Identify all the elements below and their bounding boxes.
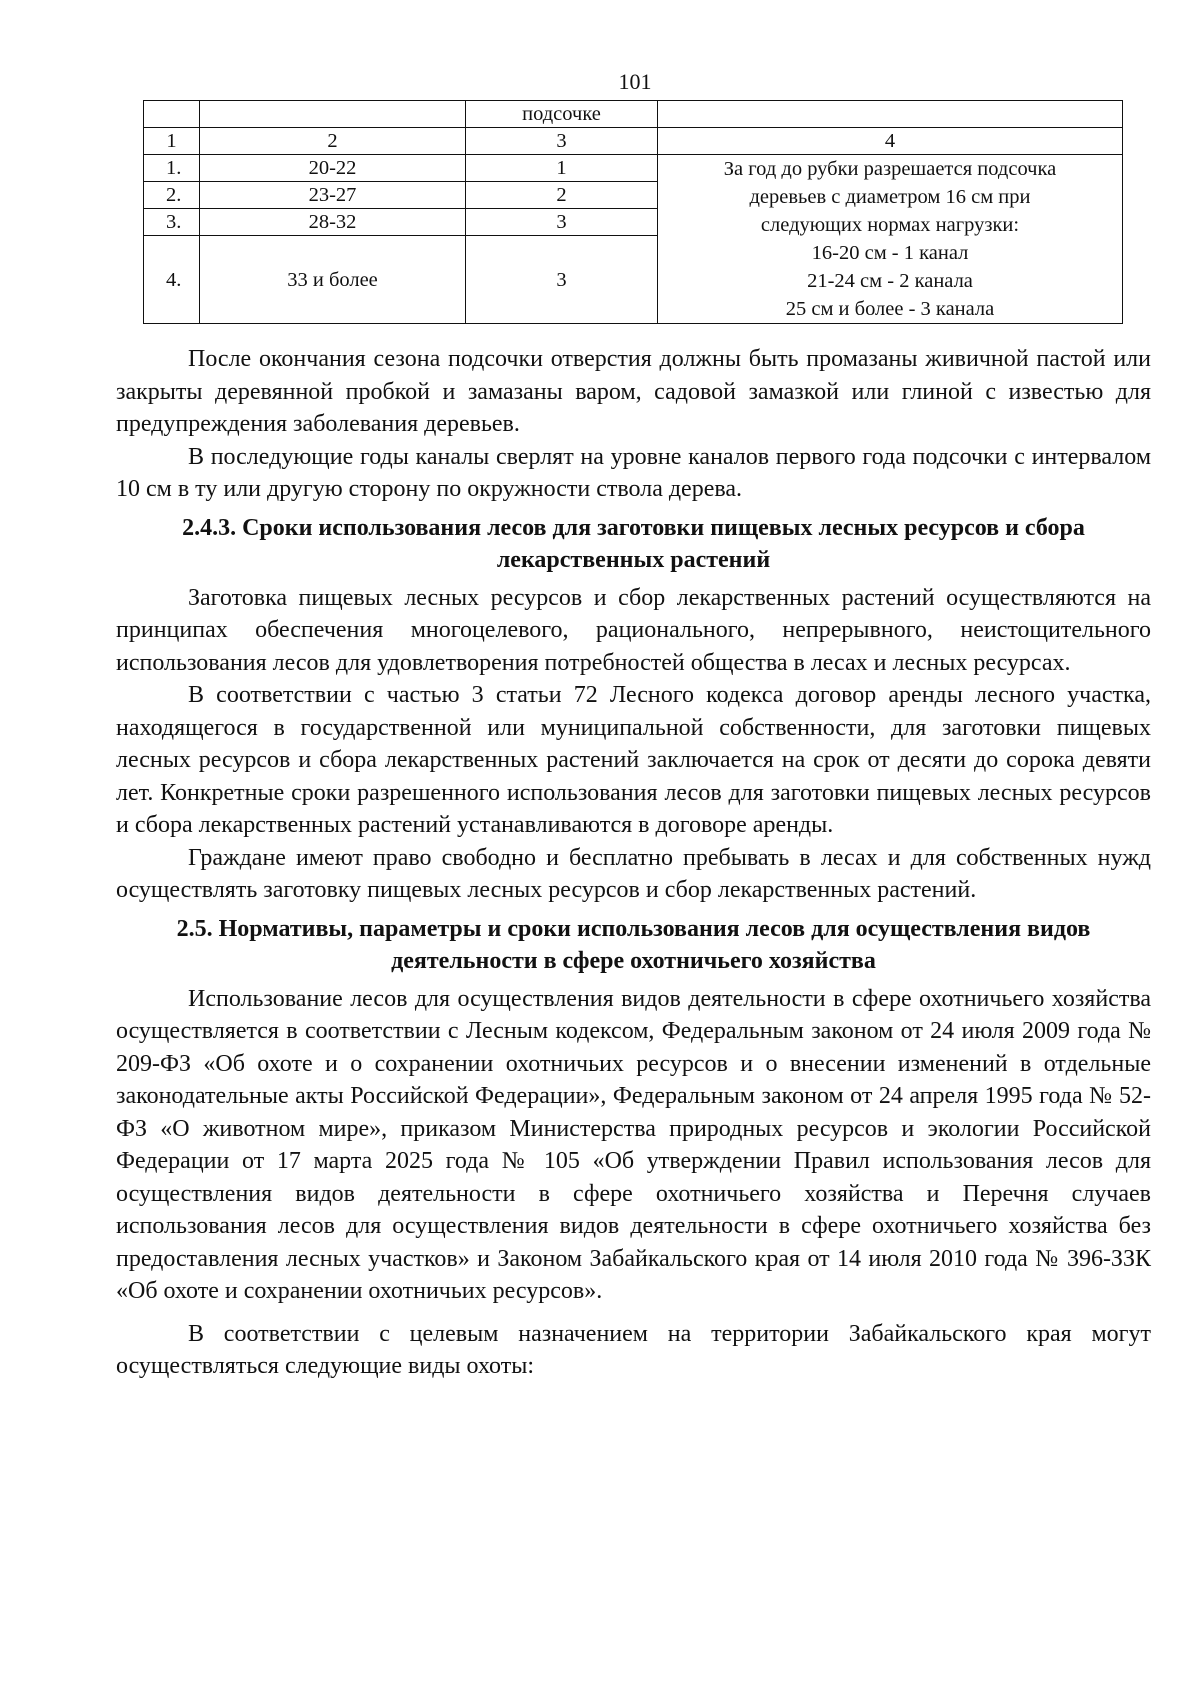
row-diameter: 23-27 xyxy=(200,182,466,209)
table-header-cell xyxy=(658,101,1123,128)
table-header-cell xyxy=(144,101,200,128)
table-note-cell xyxy=(658,155,1123,324)
table-column-number: 4 xyxy=(658,128,1123,155)
table-note-line: 16-20 см - 1 канал xyxy=(811,242,969,264)
paragraph: В последующие годы каналы сверлят на уровне каналов первого года подсочки с интервалом 10 см в ту или другую сторону по окружности ствола дерева. xyxy=(116,443,1151,502)
table-note-line: 25 см и более - 3 канала xyxy=(785,298,995,320)
row-channels: 2 xyxy=(466,182,658,209)
table-header-cell xyxy=(200,101,466,128)
row-number: 3. xyxy=(144,209,200,236)
row-diameter: 28-32 xyxy=(200,209,466,236)
paragraph: После окончания сезона подсочки отверстия должны быть промазаны живичной пастой или закрыты деревянной пробкой и замазаны варом, садовой замазкой или глиной с известью для предупреждения заболевания деревьев. xyxy=(116,346,1151,437)
section-heading-2-5: 2.5. Нормативы, параметры и сроки использования лесов для осуществления видов деятельности в сфере охотничьего хозяйства xyxy=(176,915,1091,974)
row-number: 1. xyxy=(144,155,200,182)
paragraph: Использование лесов для осуществления видов деятельности в сфере охотничьего хозяйства осуществляется в соответствии с Лесным кодексом, Федеральным законом от 24 июля 2009 года № 209-ФЗ «Об охоте и о сохранении охотничьих ресурсов и о внесении изменений в отдельные законодательные акты Российской Федерации», Федеральным законом от 24 апреля 1995 года № 52-ФЗ «О животном мире», приказом Министерства природных ресурсов и экологии Российской Федерации от 17 марта 2025 года № 105 «Об утверждении Правил использования лесов для осуществления видов деятельности в сфере охотничьего хозяйства и Перечня случаев использования лесов для осуществления видов деятельности в сфере охотничьего хозяйства без предоставления лесных участков» и Законом Забайкальского края от 14 июля 2010 года № 396-ЗЗК «Об охоте и сохранении охотничьих ресурсов». xyxy=(116,985,1151,1304)
paragraph: В соответствии с частью 3 статьи 72 Лесного кодекса договор аренды лесного участка, находящегося в государственной или муниципальной собственности, для заготовки пищевых лесных ресурсов и сбора лекарственных растений заключается на срок от десяти до сорока девяти лет. Конкретные сроки разрешенного использования лесов для заготовки пищевых лесных ресурсов и сбора лекарственных растений устанавливаются в договоре аренды. xyxy=(116,682,1151,838)
table-column-number: 1 xyxy=(144,128,200,155)
tapping-norms-table xyxy=(143,100,1123,324)
table-column-number: 3 xyxy=(466,128,658,155)
paragraph: Заготовка пищевых лесных ресурсов и сбор лекарственных растений осуществляются на принципах обеспечения многоцелевого, рационального, непрерывного, неистощительного использования лесов для удовлетворения потребностей общества в лесах и лесных ресурсах. xyxy=(116,584,1151,676)
row-channels: 3 xyxy=(466,236,658,324)
row-diameter: 33 и более xyxy=(200,236,466,324)
table-header-cell: подсочке xyxy=(466,101,658,128)
table-note-line: деревьев с диаметром 16 см при xyxy=(749,186,1031,208)
paragraph: В соответствии с целевым назначением на территории Забайкальского края могут осуществляться следующие виды охоты: xyxy=(116,1320,1151,1379)
table-note-line: 21-24 см - 2 канала xyxy=(807,270,973,292)
row-channels: 3 xyxy=(466,209,658,236)
page-number: 101 xyxy=(618,69,652,94)
table-header-row xyxy=(144,101,1123,128)
table-note-line: За год до рубки разрешается подсочка xyxy=(723,158,1057,180)
row-diameter: 20-22 xyxy=(200,155,466,182)
row-number: 4. xyxy=(144,236,200,324)
table-column-number: 2 xyxy=(200,128,466,155)
row-number: 2. xyxy=(144,182,200,209)
row-channels: 1 xyxy=(466,155,658,182)
table-column-numbers-row xyxy=(144,128,1123,155)
section-heading-2-4-3: 2.4.3. Сроки использования лесов для заготовки пищевых лесных ресурсов и сбора лекарственных растений xyxy=(182,514,1085,573)
table-note-line: следующих нормах нагрузки: xyxy=(760,214,1020,236)
paragraph: Граждане имеют право свободно и бесплатно пребывать в лесах и для собственных нужд осуществлять заготовку пищевых лесных ресурсов и сбор лекарственных растений. xyxy=(116,844,1151,903)
table-row xyxy=(144,155,1123,182)
document-body xyxy=(116,343,1151,1383)
